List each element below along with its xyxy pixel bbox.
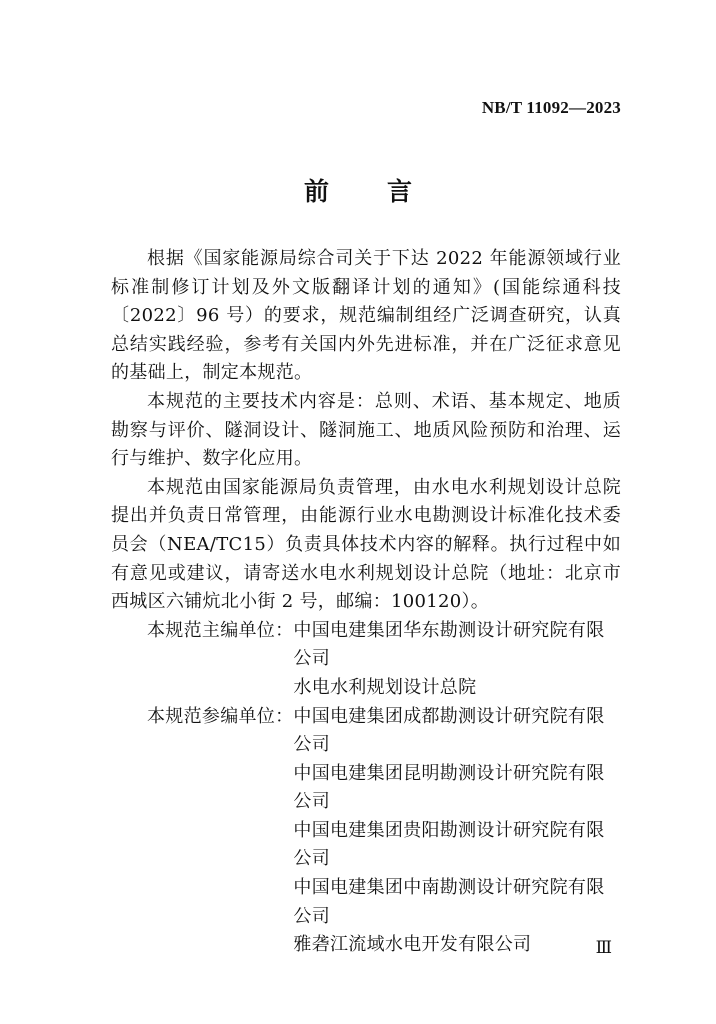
paragraph-basis: 根据《国家能源局综合司关于下达 2022 年能源领域行业标准制修订计划及外文版翻译计划的通知》(国能综通科技〔2022〕96 号）的要求，规范编制组经广泛调查研究，认真总结实践经验，参考有关国内外先进标准，并在广泛征求意见的基础上，制定本规范。 xyxy=(111,248,621,384)
participating-units-label: 本规范参编单位： xyxy=(147,705,294,727)
standard-code: NB/T 11092—2023 xyxy=(481,98,621,117)
chief-unit-item: 水电水利规划设计总院 xyxy=(293,676,477,698)
participating-unit-item: 中国电建集团中南勘测设计研究院有限公司 xyxy=(293,877,605,927)
chief-unit-item: 中国电建集团华东勘测设计研究院有限公司 xyxy=(293,619,605,670)
document-body xyxy=(111,245,621,960)
participating-units-list xyxy=(293,703,621,960)
paragraph-management: 本规范由国家能源局负责管理，由水电水利规划设计总院提出并负责日常管理，由能源行业水电勘测设计标准化技术委员会（NEA/TC15）负责具体技术内容的解释。执行过程中如有意见或建议，请寄送水电水利规划设计总院（地址：北京市西城区六铺炕北小街 2 号，邮编：100120）。 xyxy=(111,476,621,613)
page-title: 前言 xyxy=(303,177,470,206)
participating-unit-item: 中国电建集团昆明勘测设计研究院有限公司 xyxy=(293,762,605,813)
chief-units-label: 本规范主编单位： xyxy=(147,619,294,641)
chief-units-block xyxy=(111,617,621,703)
participating-unit-item: 雅砻江流域水电开发有限公司 xyxy=(293,934,532,956)
participating-units-block xyxy=(111,703,621,960)
participating-unit-item: 中国电建集团成都勘测设计研究院有限公司 xyxy=(293,705,605,756)
participating-unit-item: 中国电建集团贵阳勘测设计研究院有限公司 xyxy=(293,819,605,870)
paragraph-main-content: 本规范的主要技术内容是：总则、术语、基本规定、地质勘察与评价、隧洞设计、隧洞施工、地质风险预防和治理、运行与维护、数字化应用。 xyxy=(111,390,621,470)
page-number: Ⅲ xyxy=(595,938,612,957)
chief-units-list xyxy=(293,617,621,703)
